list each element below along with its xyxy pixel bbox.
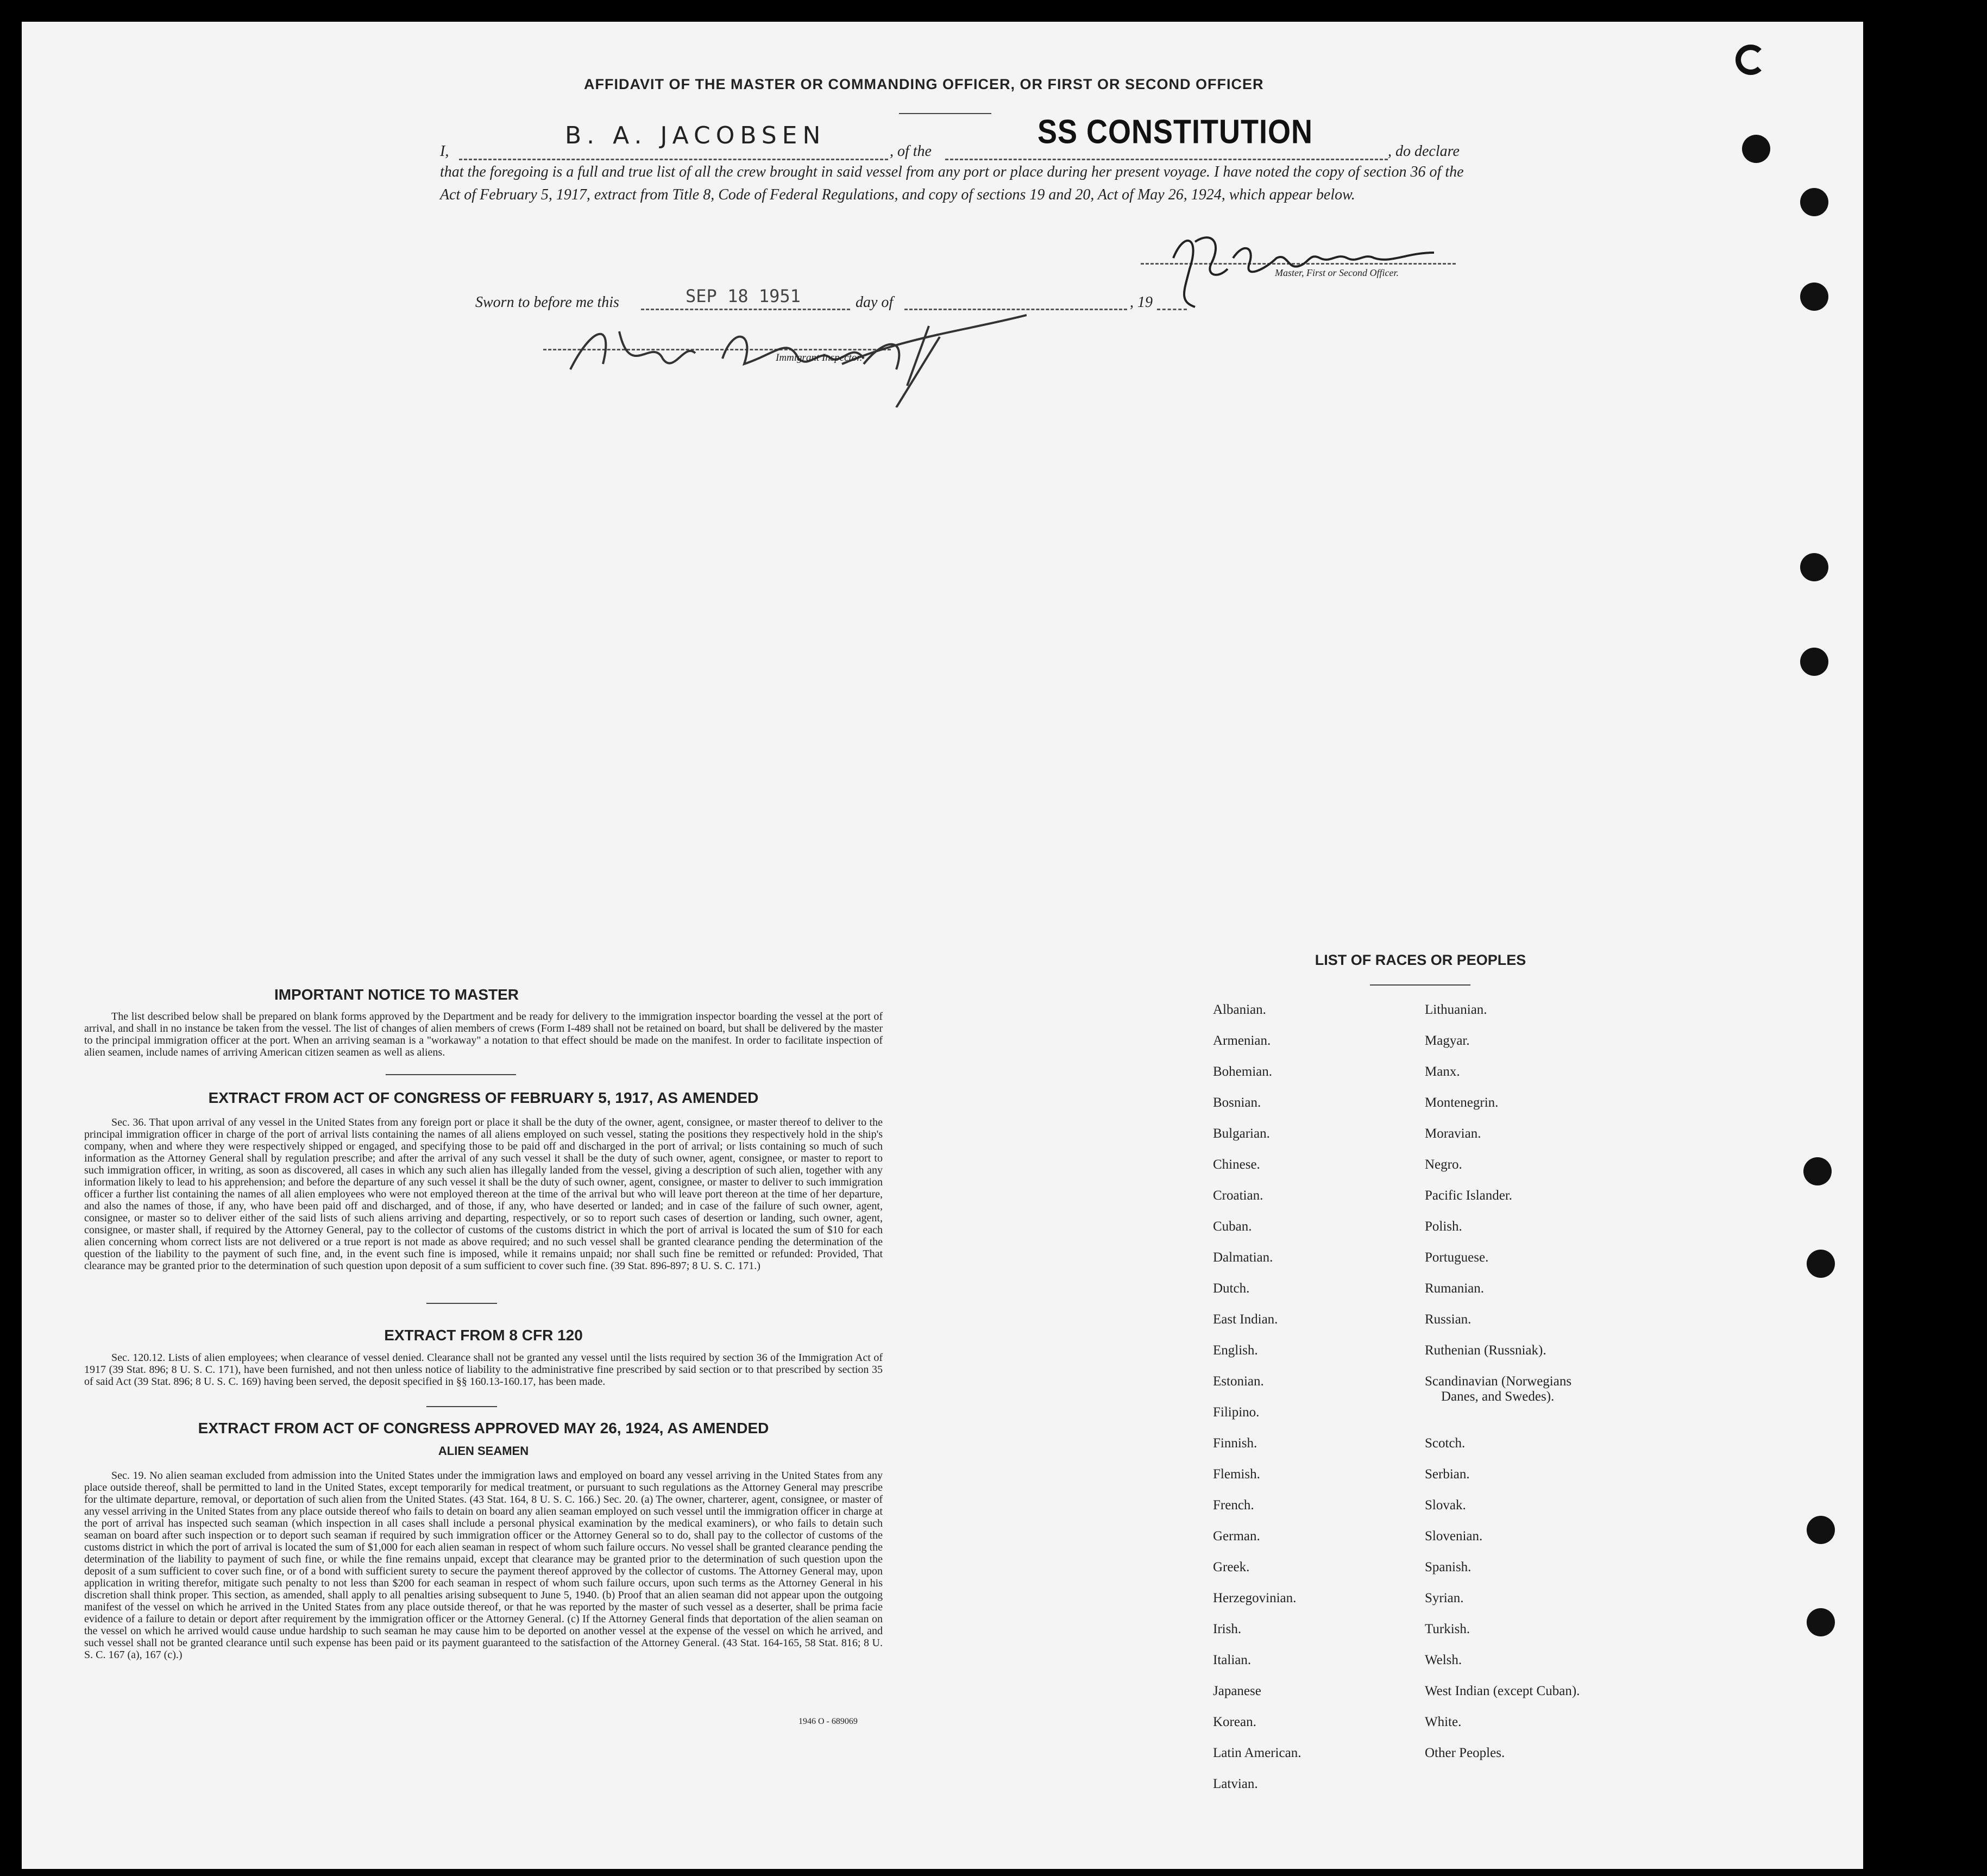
- race-item: Bosnian.: [1213, 1095, 1261, 1110]
- race-item: West Indian (except Cuban).: [1425, 1684, 1580, 1698]
- do-declare-label: , do declare: [1388, 143, 1460, 160]
- master-label: Master, First or Second Officer.: [1275, 267, 1399, 278]
- sworn-date-stamp: SEP 18 1951: [686, 286, 801, 306]
- race-item-continuation: Danes, and Swedes).: [1441, 1389, 1555, 1404]
- i-label: I,: [440, 143, 449, 160]
- race-item: Welsh.: [1425, 1653, 1462, 1667]
- race-item: Negro.: [1425, 1157, 1462, 1172]
- notice-rule: [386, 1074, 516, 1075]
- year-label: , 19: [1130, 294, 1153, 311]
- race-item: Serbian.: [1425, 1467, 1470, 1482]
- extract1917-rule: [426, 1303, 497, 1304]
- race-item: German.: [1213, 1529, 1260, 1544]
- race-item: Greek.: [1213, 1560, 1250, 1574]
- affidavit-body: that the foregoing is a full and true list of all the crew brought in said vessel from any port or place during her present voyage. I have noted the copy of section 36 of the Act of February 5, 1917, extract from Title 8, Code of Federal Regulations, and copy of sections 19 and 20, Act of May 26, 1924, which appear below.: [440, 164, 1464, 203]
- race-item: Portuguese.: [1425, 1250, 1489, 1265]
- race-item: Chinese.: [1213, 1157, 1260, 1172]
- race-item-line: Scandinavian (Norwegians: [1425, 1374, 1572, 1389]
- race-item: Finnish.: [1213, 1436, 1257, 1451]
- race-item: Japanese: [1213, 1684, 1261, 1698]
- extract1917-body: Sec. 36. That upon arrival of any vessel in the United States from any foreign port or place it shall be the duty of the owner, agent, consignee, or master thereof to deliver to the principal immigration officer in charge of the port of arrival lists containing the names of all aliens employed on such vessel, stating the positions they respectively hold in the ship's company, when and where they were respectively shipped or engaged, and specifying those to be paid off and discharged in the port of arrival; or lists containing so much of such information as the Attorney General shall by regulation prescribe; and after the arrival of any such vessel it shall be the duty of such owner, agent, consignee, or master to report to such immigration officer, in writing, as soon as discovered, all cases in which any such alien has illegally landed from the vessel, giving a description of such alien, together with any information likely to lead to his apprehension; and before the departure of any such vessel it shall be the duty of such owner, agent, consignee, or master to deliver to such immigration officer a further list containing the names of all alien employees who were not employed thereon at the time of the arrival but who will leave port thereon at the time of her departure, and also the names of those, if any, who have been paid off and discharged, and of those, if any, who have deserted or landed; and in case of the failure of such owner, agent, consignee, or master so to deliver either of the said lists of such aliens arriving and departing, respectively, or so to report such cases of desertion or landing, such owner, agent, consignee, or master shall, if required by the Attorney General, pay to the collector of customs of the customs district in which the port of arrival is located the sum of $10 for each alien concerning whom correct lists are not delivered or a true report is not made as above required; and no such vessel shall be granted clearance pending the determination of the question of the liability to the payment of such fine, and, in the event such fine is imposed, while it remains unpaid; nor shall such fine be remitted or refunded: Provided, That clearance may be granted prior to the determination of such question upon deposit of a sum sufficient to cover such fine. (39 Stat. 896-897; 8 U. S. C. 171.): [84, 1116, 883, 1272]
- race-item: Estonian.: [1213, 1374, 1264, 1389]
- race-item: Magyar.: [1425, 1033, 1470, 1048]
- extract-cfr-title: EXTRACT FROM 8 CFR 120: [384, 1327, 583, 1344]
- race-item: Latin American.: [1213, 1746, 1301, 1760]
- race-item: [1425, 1374, 1580, 1436]
- extract1924-body: Sec. 19. No alien seaman excluded from admission into the United States under the immigration laws and employed on board any vessel arriving in the United States from any place outside thereof, shall be permitted to land in the United States, except temporarily for medical treatment, or pursuant to such regulations as the Attorney General may prescribe for the ultimate departure, removal, or deportation of such alien from the United States. (43 Stat. 164, 8 U. S. C. 166.) Sec. 20. (a) The owner, charterer, agent, consignee, or master of any vessel arriving in the United States from any place outside thereof who fails to detain on board any alien seaman employed on such vessel until the immigration officer in charge at the port of arrival has inspected such seaman (which inspection in all cases shall include a personal physical examination by the medical examiners), or who fails to detain such seaman on board after such inspection or to deport such seaman if required by such immigration officer or the Attorney General so to do, shall pay to the collector of customs of the customs district in which the port of arrival is located the sum of $1,000 for each alien seaman in respect of whom such failure occurs. No vessel shall be granted clearance pending the determination of the liability to payment of such fine, or while the fine remains unpaid, except that clearance may be granted prior to the determination of such question upon the deposit of a sum sufficient to cover such fine, or of a bond with sufficient surety to secure the payment thereof approved by the collector of customs. The Attorney General may, upon application in writing therefor, mitigate such penalty to not less than $200 for each seaman in respect of whom such failure occurs, upon such terms as the Attorney General in his discretion shall think proper. This section, as amended, shall apply to all penalties arising subsequent to June 5, 1940. (b) Proof that an alien seaman did not appear upon the outgoing manifest of the vessel on which he arrived in the United States from any place outside thereof, or that he was reported by the master of such vessel as a deserter, shall be prima facie evidence of a failure to detain or deport after requirement by the immigration officer or the Attorney General. (c) If the Attorney General finds that deportation of the alien seaman on the vessel on which he arrived would cause undue hardship to such seaman he may cause him to be deported on another vessel at the expense of the vessel on which he arrived, and such vessel shall not be granted clearance until such expense has been paid or its payment guaranteed to the satisfaction of the Attorney General. (43 Stat. 164-165, 58 Stat. 816; 8 U. S. C. 167 (a), 167 (c).): [84, 1470, 883, 1661]
- race-item: Herzegovinian.: [1213, 1591, 1297, 1605]
- race-item: White.: [1425, 1715, 1462, 1729]
- of-the-label: , of the: [890, 143, 932, 160]
- race-item: Croatian.: [1213, 1188, 1263, 1203]
- race-item: Flemish.: [1213, 1467, 1260, 1482]
- race-item: East Indian.: [1213, 1312, 1278, 1327]
- punch-hole: [1807, 1608, 1835, 1636]
- punch-hole: [1800, 648, 1828, 676]
- extract-cfr-rule: [426, 1406, 497, 1407]
- race-item: Cuban.: [1213, 1219, 1252, 1234]
- extract1924-subtitle: ALIEN SEAMEN: [438, 1444, 529, 1458]
- print-code: 1946 O - 689069: [798, 1717, 858, 1726]
- race-item: Pacific Islander.: [1425, 1188, 1513, 1203]
- vessel-line: [945, 159, 1388, 160]
- punch-hole: [1807, 1516, 1835, 1544]
- race-item: Dalmatian.: [1213, 1250, 1273, 1265]
- race-item: Italian.: [1213, 1653, 1252, 1667]
- race-item: Scotch.: [1425, 1436, 1466, 1451]
- punch-hole: [1742, 135, 1770, 163]
- race-item: Spanish.: [1425, 1560, 1472, 1574]
- race-item: Russian.: [1425, 1312, 1472, 1327]
- punch-hole: [1800, 188, 1828, 216]
- race-item: Ruthenian (Russniak).: [1425, 1343, 1546, 1358]
- inspector-label: Immigrant Inspector.: [776, 352, 863, 363]
- notice-body: The list described below shall be prepared on blank forms approved by the Department and be ready for delivery to the immigration inspector boarding the vessel at the port of arrival, and shall in no instance be taken from the vessel. The list of changes of alien members of crews (Form I-489 shall not be retained on board, but shall be delivered by the master to the principal immigration officer at the port. When an arriving seaman is a "workaway" a notation to that effect should be made on the manifest. In order to facilitate inspection of alien seamen, include names of arriving American citizen seamen as well as aliens.: [84, 1011, 883, 1058]
- race-item: Albanian.: [1213, 1002, 1266, 1017]
- punch-hole: [1800, 283, 1828, 311]
- punch-hole: [1800, 553, 1828, 581]
- corner-mark-icon: [1736, 45, 1766, 75]
- punch-hole: [1803, 1157, 1832, 1185]
- extract-cfr-body: Sec. 120.12. Lists of alien employees; when clearance of vessel denied. Clearance shall not be granted any vessel until the lists required by section 36 of the Immigration Act of 1917 (39 Stat. 896; 8 U. S. C. 171), have been furnished, and not then unless notice of liability to the administrative fine prescribed by said section or to that prescribed by section 35 of said Act (39 Stat. 896; 8 U. S. C. 169) having been served, the deposit specified in §§ 160.13-160.17, has been made.: [84, 1352, 883, 1388]
- extract1917-title: EXTRACT FROM ACT OF CONGRESS OF FEBRUARY 5, 1917, AS AMENDED: [208, 1089, 759, 1106]
- race-item: Slovenian.: [1425, 1529, 1483, 1544]
- vessel-name: SS CONSTITUTION: [1037, 113, 1313, 151]
- race-item: Manx.: [1425, 1064, 1460, 1079]
- year-line: [1157, 309, 1187, 310]
- races-rule: [1370, 984, 1470, 986]
- races-title: LIST OF RACES OR PEOPLES: [1315, 952, 1526, 968]
- race-item: Bulgarian.: [1213, 1126, 1270, 1141]
- race-item: Armenian.: [1213, 1033, 1271, 1048]
- title-rule: [899, 113, 991, 114]
- race-item: Syrian.: [1425, 1591, 1464, 1605]
- race-item: Latvian.: [1213, 1777, 1258, 1791]
- name-line: [459, 159, 888, 160]
- race-item: Moravian.: [1425, 1126, 1481, 1141]
- sworn-label: Sworn to before me this: [475, 294, 619, 311]
- race-item: Lithuanian.: [1425, 1002, 1487, 1017]
- master-name: B. A. JACOBSEN: [565, 122, 826, 149]
- day-of-label: day of: [856, 294, 894, 311]
- notice-title: IMPORTANT NOTICE TO MASTER: [274, 986, 519, 1003]
- race-item: English.: [1213, 1343, 1258, 1358]
- race-item: French.: [1213, 1498, 1254, 1513]
- race-item: Dutch.: [1213, 1281, 1250, 1296]
- race-item: Polish.: [1425, 1219, 1462, 1234]
- races-left-column: [1213, 1002, 1301, 1808]
- race-item: Turkish.: [1425, 1622, 1470, 1636]
- race-item: Rumanian.: [1425, 1281, 1485, 1296]
- race-item: Montenegrin.: [1425, 1095, 1499, 1110]
- punch-hole: [1807, 1250, 1835, 1278]
- race-item: Irish.: [1213, 1622, 1242, 1636]
- race-item: Filipino.: [1213, 1405, 1260, 1420]
- races-right-column: [1425, 1002, 1580, 1777]
- extract1924-title: EXTRACT FROM ACT OF CONGRESS APPROVED MAY 26, 1924, AS AMENDED: [198, 1420, 769, 1436]
- race-item: Bohemian.: [1213, 1064, 1273, 1079]
- race-item: Korean.: [1213, 1715, 1256, 1729]
- race-item: Other Peoples.: [1425, 1746, 1505, 1760]
- race-item: Slovak.: [1425, 1498, 1466, 1513]
- affidavit-title: AFFIDAVIT OF THE MASTER OR COMMANDING OFFICER, OR FIRST OR SECOND OFFICER: [584, 76, 1264, 92]
